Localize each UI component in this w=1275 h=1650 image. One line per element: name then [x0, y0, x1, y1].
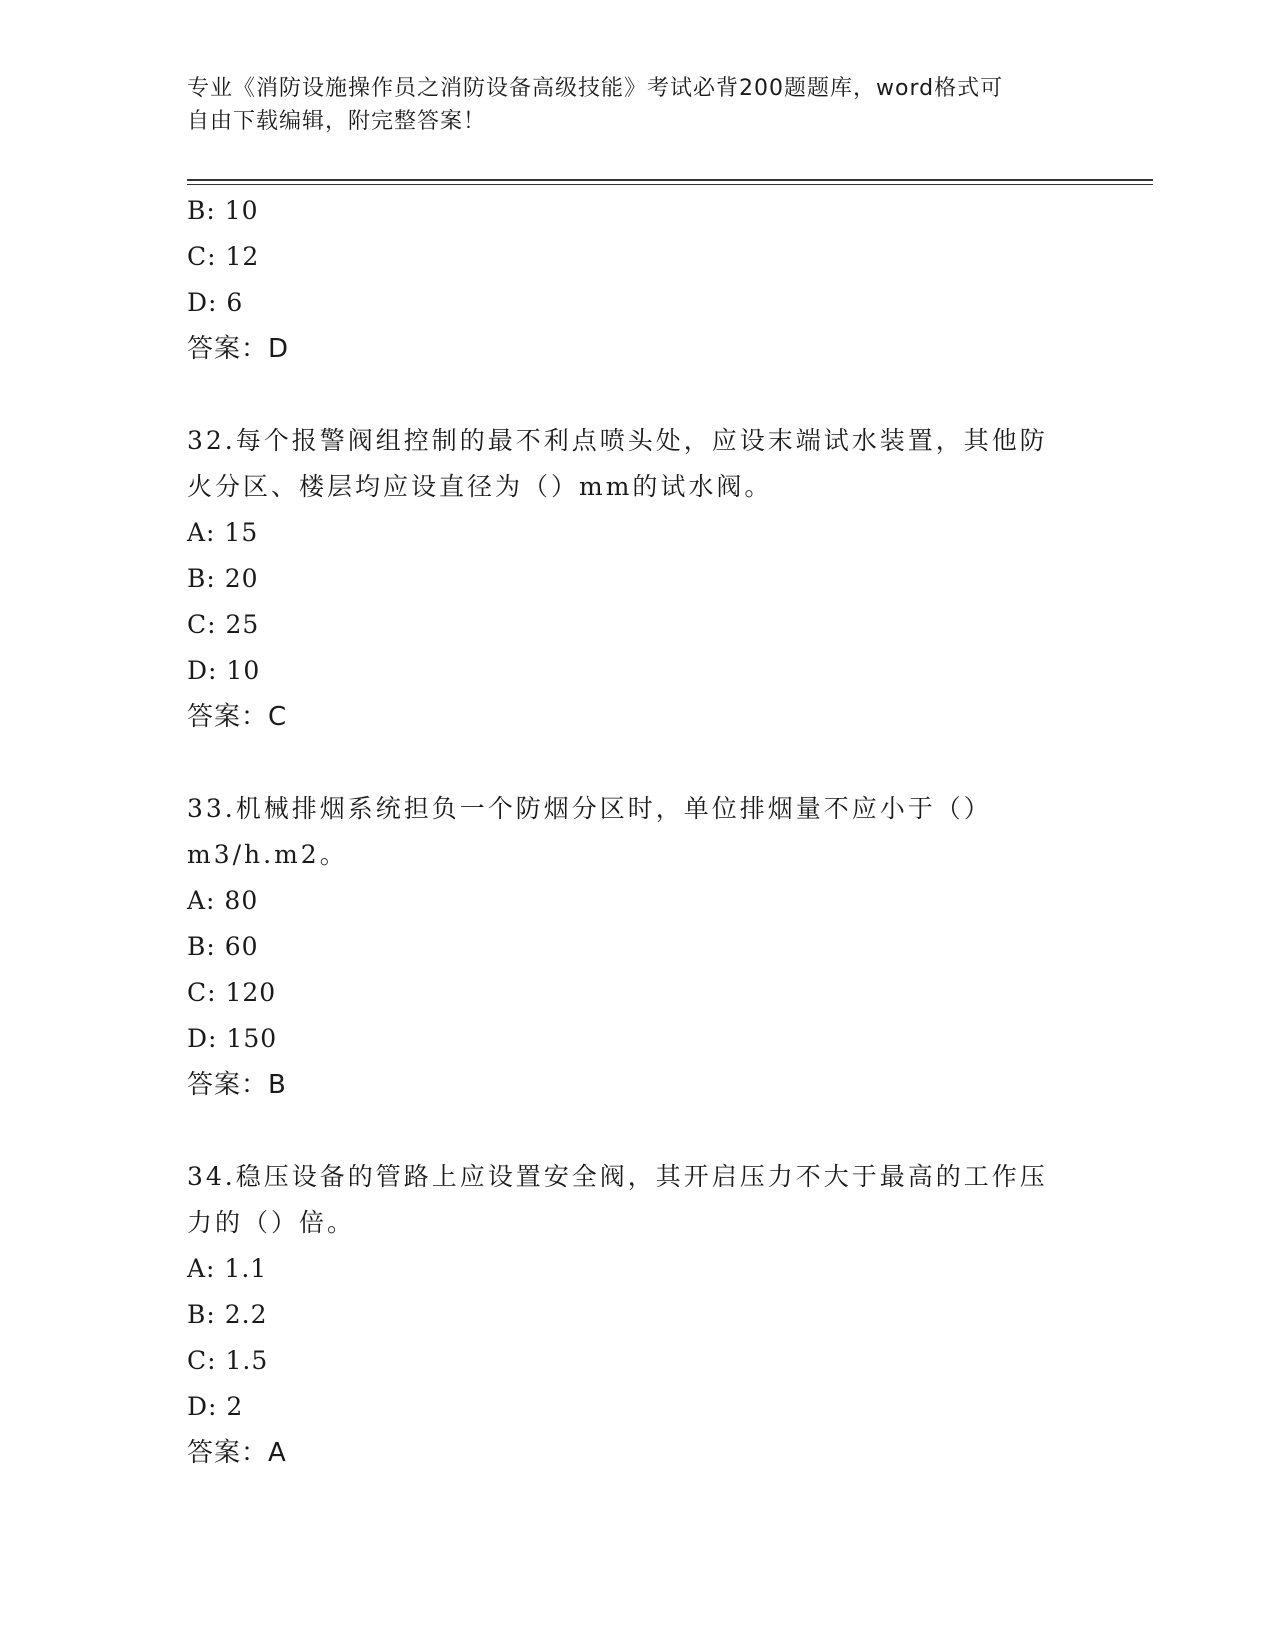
question-32 [187, 418, 1087, 740]
header-rule-thick [187, 179, 1153, 181]
option-d: D: 6 [187, 288, 244, 317]
header-line-2: 自由下载编辑，附完整答案！ [187, 109, 487, 134]
spacer [187, 372, 1087, 418]
spacer [187, 740, 1087, 786]
option-a: A: 1.1 [187, 1254, 268, 1283]
header-rule-thin [187, 184, 1153, 185]
answer-line: 答案：B [187, 1070, 287, 1100]
option-c: C: 12 [187, 242, 260, 271]
question-text-line-1: 32.每个报警阀组控制的最不利点喷头处，应设末端试水装置，其他防 [187, 426, 1048, 455]
answer-line: 答案：C [187, 702, 288, 732]
option-b: B: 10 [187, 196, 259, 225]
option-b: B: 60 [187, 932, 259, 961]
question-text-line-2: 力的（）倍。 [187, 1208, 356, 1237]
spacer [187, 1108, 1087, 1154]
header-line-1: 专业《消防设施操作员之消防设备高级技能》考试必背200题题库，word格式可 [187, 76, 1004, 101]
document-header [187, 72, 1067, 138]
question-34 [187, 1154, 1087, 1476]
answer-line: 答案：D [187, 334, 290, 364]
option-d: D: 2 [187, 1392, 244, 1421]
option-d: D: 10 [187, 656, 261, 685]
question-33 [187, 786, 1087, 1108]
option-c: C: 120 [187, 978, 277, 1007]
answer-line: 答案：A [187, 1438, 287, 1468]
question-text-line-2: 火分区、楼层均应设直径为（）mm的试水阀。 [187, 472, 773, 501]
question-text-line-1: 34.稳压设备的管路上应设置安全阀，其开启压力不大于最高的工作压 [187, 1162, 1048, 1191]
option-c: C: 25 [187, 610, 260, 639]
option-b: B: 20 [187, 564, 259, 593]
question-31-continuation [187, 188, 1087, 372]
option-a: A: 80 [187, 886, 259, 915]
option-a: A: 15 [187, 518, 259, 547]
question-text-line-1: 33.机械排烟系统担负一个防烟分区时，单位排烟量不应小于（） [187, 794, 992, 823]
option-d: D: 150 [187, 1024, 278, 1053]
question-text-line-2: m3/h.m2。 [187, 840, 348, 869]
option-b: B: 2.2 [187, 1300, 268, 1329]
option-c: C: 1.5 [187, 1346, 269, 1375]
document-content [187, 188, 1087, 1476]
